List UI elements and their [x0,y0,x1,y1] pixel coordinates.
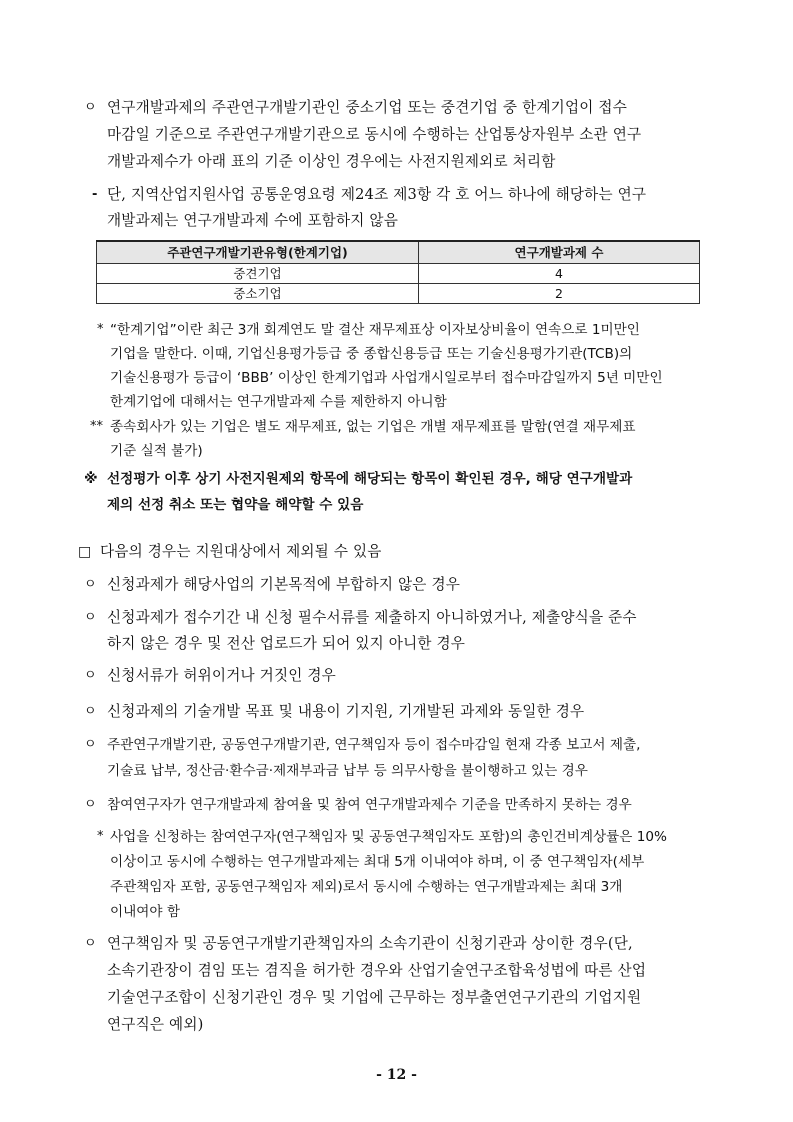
table-row [97,263,700,283]
list-item: 기술연구조합이 신청기관인 경우 및 기업에 근무하는 정부출연연구기관의 기업지원 [107,989,642,1006]
warning-line: 선정평가 이후 상기 사전지원제외 항목에 해당되는 항목이 확인된 경우, 해당 연구개발과 [107,471,633,487]
list-item: 신청과제의 기술개발 목표 및 내용이 기지원, 기개발된 과제와 동일한 경우 [107,703,585,720]
list-item: 참여연구자가 연구개발과제 참여율 및 참여 연구개발과제수 기준을 만족하지 못하는 경우 [107,797,632,813]
criteria-table [96,240,700,304]
table-cell: 2 [419,283,700,303]
paragraph-line: 마감일 기준으로 주관연구개발기관으로 동시에 수행하는 산업통상자원부 소관 연구 [107,126,642,143]
list-item: 신청과제가 해당사업의 기본목적에 부합하지 않은 경우 [107,576,461,593]
paragraph-line: 연구개발과제의 주관연구개발기관인 중소기업 또는 중견기업 중 한계기업이 접수 [107,99,627,116]
circle-bullet: ㅇ [84,610,97,625]
note-line: 한계기업에 대해서는 연구개발과제 수를 제한하지 아니함 [110,394,447,410]
note-line: 이상이고 동시에 수행하는 연구개발과제는 최대 5개 이내여야 하며, 이 중 연구책임자(세부 [110,854,645,870]
note-line: “한계기업”이란 최근 3개 회계연도 말 결산 재무제표상 이자보상비율이 연속으로 1미만인 [110,322,640,338]
list-item: 연구직은 예외) [107,1016,204,1033]
table-header: 연구개발과제 수 [419,241,700,263]
reference-mark: ※ [84,471,98,487]
list-item: 연구책임자 및 공동연구개발기관책임자의 소속기관이 신청기관과 상이한 경우(단, [107,935,633,952]
warning-line: 제의 선정 취소 또는 협약을 해약할 수 있음 [107,497,364,513]
note-line: 기업을 말한다. 이때, 기업신용평가등급 중 종합신용등급 또는 기술신용평가기관(TCB)의 [110,346,633,362]
section-title: 다음의 경우는 지원대상에서 제외될 수 있음 [100,543,382,560]
list-item: 신청과제가 접수기간 내 신청 필수서류를 제출하지 아니하였거나, 제출양식을 준수 [107,609,637,626]
note-line: 이내여야 함 [110,904,180,920]
note-line: 기준 실적 불가) [110,443,203,459]
circle-bullet: ㅇ [84,704,97,719]
list-item: 소속기관장이 겸임 또는 겸직을 허가한 경우와 산업기술연구조합육성법에 따른 산업 [107,962,647,979]
list-item: 신청서류가 허위이거나 거짓인 경우 [107,667,336,684]
circle-bullet: ㅇ [84,936,97,951]
paragraph-line: 개발과제는 연구개발과제 수에 포함하지 않음 [107,212,399,229]
table-cell: 중견기업 [97,263,419,283]
list-item: 주관연구개발기관, 공동연구개발기관, 연구책임자 등이 접수마감일 현재 각종 보고서 제출, [107,737,641,753]
asterisk-mark: * [97,322,104,337]
square-bullet: □ [78,544,92,560]
note-line: 기술신용평가 등급이 ‘BBB’ 이상인 한계기업과 사업개시일로부터 접수마감일까지 5년 미만인 [110,370,663,386]
table-cell: 중소기업 [97,283,419,303]
circle-bullet: ㅇ [84,797,97,812]
double-asterisk-mark: ** [90,419,103,434]
circle-bullet: ㅇ [84,100,97,115]
page-number: - 12 - [376,1067,417,1083]
dash-bullet: - [92,187,98,202]
circle-bullet: ㅇ [84,737,97,752]
table-header: 주관연구개발기관유형(한계기업) [97,241,419,263]
note-line: 주관책임자 포함, 공동연구책임자 제외)로서 동시에 수행하는 연구개발과제는 최대 3개 [110,879,623,895]
list-item: 하지 않은 경우 및 전산 업로드가 되어 있지 아니한 경우 [107,635,466,652]
list-item: 기술료 납부, 정산금·환수금·제재부과금 납부 등 의무사항을 불이행하고 있는 경우 [107,763,588,779]
circle-bullet: ㅇ [84,577,97,592]
circle-bullet: ㅇ [84,668,97,683]
asterisk-mark: * [97,829,104,844]
note-line: 종속회사가 있는 기업은 별도 재무제표, 없는 기업은 개별 재무제표를 말함(연결 재무제표 [110,419,636,435]
paragraph-line: 단, 지역산업지원사업 공통운영요령 제24조 제3항 각 호 어느 하나에 해당하는 연구 [107,186,647,203]
paragraph-line: 개발과제수가 아래 표의 기준 이상인 경우에는 사전지원제외로 처리함 [107,153,556,170]
table-cell: 4 [419,263,700,283]
table-row [97,283,700,303]
note-line: 사업을 신청하는 참여연구자(연구책임자 및 공동연구책임자도 포함)의 총인건비계상률은 10% [110,829,667,845]
